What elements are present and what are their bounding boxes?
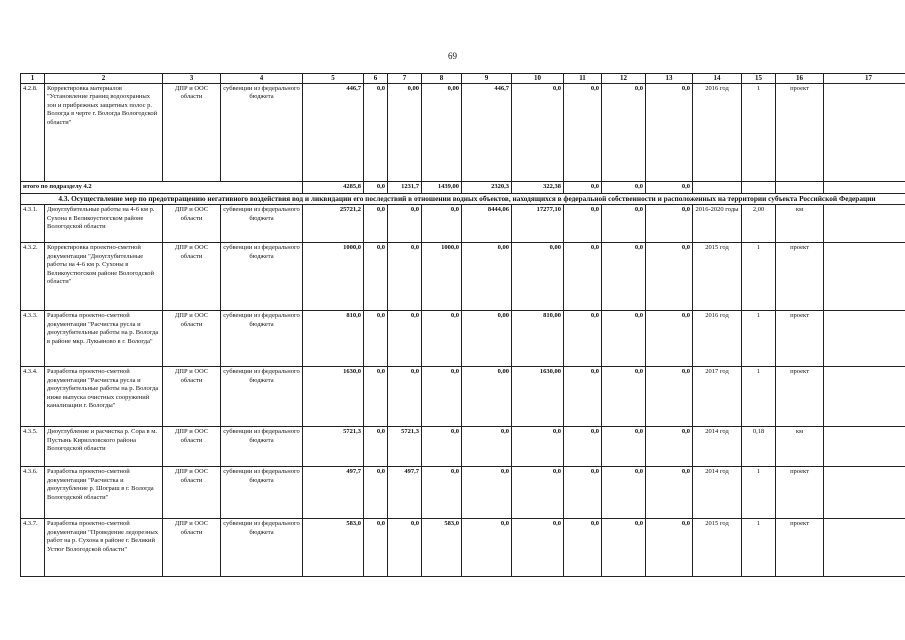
row-value: 0,00 bbox=[422, 83, 462, 181]
row-value: 8444,06 bbox=[462, 205, 512, 243]
row-value: 0,0 bbox=[564, 243, 602, 311]
row-value: 0,0 bbox=[462, 427, 512, 467]
row-funding-source: субвенции из федерального бюджета bbox=[221, 243, 303, 311]
row-value: 0,0 bbox=[646, 311, 693, 367]
column-header: 14 bbox=[693, 74, 742, 84]
row-value: 1000,0 bbox=[422, 243, 462, 311]
row-quantity: 1 bbox=[742, 467, 776, 519]
row-value: 0,00 bbox=[388, 83, 422, 181]
row-value-total: 446,7 bbox=[303, 83, 364, 181]
column-header: 4 bbox=[221, 74, 303, 84]
row-executor: ДПР и ООС области bbox=[163, 311, 221, 367]
section-title: 4.3. Осуществление мер по предотвращению негативного воздействия вод и ликвидации его последствий в отношении водных объектов, находящихся в федеральной собственности и расположенных на территории субъекта Российской Федерации bbox=[21, 193, 905, 205]
row-period: 2015 год bbox=[693, 519, 742, 577]
row-funding-source: субвенции из федерального бюджета bbox=[221, 367, 303, 427]
column-header: 12 bbox=[602, 74, 646, 84]
row-quantity: 2,00 bbox=[742, 205, 776, 243]
row-value: 0,0 bbox=[646, 83, 693, 181]
row-value: 0,0 bbox=[602, 205, 646, 243]
column-header: 2 bbox=[45, 74, 163, 84]
subtotal-label: итого по подразделу 4.2 bbox=[21, 181, 303, 193]
row-executor: ДПР и ООС области bbox=[163, 367, 221, 427]
row-value: 0,0 bbox=[564, 83, 602, 181]
row-value: 0,0 bbox=[646, 427, 693, 467]
row-value: 0,0 bbox=[364, 83, 388, 181]
row-value-total: 25721,2 bbox=[303, 205, 364, 243]
subtotal-row-4-2 bbox=[21, 181, 905, 193]
row-value: 0,0 bbox=[646, 367, 693, 427]
subtotal-value: 322,38 bbox=[512, 181, 564, 193]
row-value: 0,0 bbox=[512, 467, 564, 519]
row-quantity: 0,18 bbox=[742, 427, 776, 467]
column-header: 8 bbox=[422, 74, 462, 84]
row-value: 0,00 bbox=[462, 311, 512, 367]
subtotal-value: 1231,7 bbox=[388, 181, 422, 193]
row-value: 0,0 bbox=[364, 243, 388, 311]
row-value: 0,0 bbox=[512, 519, 564, 577]
subtotal-value: 1439,00 bbox=[422, 181, 462, 193]
row-code: 4.3.6. bbox=[21, 467, 45, 519]
row-funding-source: субвенции из федерального бюджета bbox=[221, 519, 303, 577]
row-executor: ДПР и ООС области bbox=[163, 467, 221, 519]
row-value: 0,0 bbox=[388, 311, 422, 367]
column-header: 16 bbox=[776, 74, 824, 84]
row-value: 0,0 bbox=[564, 367, 602, 427]
row-executor: ДПР и ООС области bbox=[163, 243, 221, 311]
row-quantity: 1 bbox=[742, 83, 776, 181]
row-value-total: 810,0 bbox=[303, 311, 364, 367]
row-code: 4.3.1. bbox=[21, 205, 45, 243]
row-period: 2016-2020 годы bbox=[693, 205, 742, 243]
row-value: 810,00 bbox=[512, 311, 564, 367]
row-quantity: 1 bbox=[742, 367, 776, 427]
row-value: 0,0 bbox=[422, 311, 462, 367]
row-description: Дноуглубительные работы на 4-6 км р. Сухона в Великоустюгском районе Вологодской области bbox=[45, 205, 163, 243]
row-value: 0,0 bbox=[602, 427, 646, 467]
row-value: 0,0 bbox=[364, 367, 388, 427]
row-value-total: 1000,0 bbox=[303, 243, 364, 311]
row-description: Разработка проектно-сметной документации "Проведение ледорезных работ на р. Сухона в районе г. Великий Устюг Вологодской области" bbox=[45, 519, 163, 577]
subtotal-value: 4285,8 bbox=[303, 181, 364, 193]
row-code: 4.3.5. bbox=[21, 427, 45, 467]
row-value: 0,0 bbox=[602, 83, 646, 181]
row-funding-source: субвенции из федерального бюджета bbox=[221, 205, 303, 243]
row-code: 4.3.7. bbox=[21, 519, 45, 577]
row-value: 0,0 bbox=[364, 519, 388, 577]
row-value: 0,0 bbox=[462, 467, 512, 519]
column-header: 17 bbox=[824, 74, 905, 84]
row-value: 0,00 bbox=[462, 367, 512, 427]
row-value: 583,0 bbox=[422, 519, 462, 577]
row-description: Дноуглубление и расчистка р. Сора в м. Пустынь Кирилловского района Вологодской области bbox=[45, 427, 163, 467]
row-description: Корректировка материалов "Установление границ водоохранных зон и прибрежных защитных полос р. Вологда в черте г. Вологда Вологодской области" bbox=[45, 83, 163, 181]
row-unit: проект bbox=[776, 243, 824, 311]
row-value: 0,0 bbox=[364, 311, 388, 367]
column-header: 11 bbox=[564, 74, 602, 84]
row-note bbox=[824, 311, 905, 367]
row-executor: ДПР и ООС области bbox=[163, 519, 221, 577]
row-description: Разработка проектно-сметной документации "Расчистка русла и дноуглубительные работы на р. Вологда в районе мкр. Лукьяново в г. Вологда" bbox=[45, 311, 163, 367]
row-unit: проект bbox=[776, 467, 824, 519]
column-header: 6 bbox=[364, 74, 388, 84]
row-value: 0,0 bbox=[422, 205, 462, 243]
row-period: 2016 год bbox=[693, 311, 742, 367]
column-header: 7 bbox=[388, 74, 422, 84]
row-value: 446,7 bbox=[462, 83, 512, 181]
row-quantity: 1 bbox=[742, 243, 776, 311]
row-value: 0,0 bbox=[388, 367, 422, 427]
row-funding-source: субвенции из федерального бюджета bbox=[221, 311, 303, 367]
row-funding-source: субвенции из федерального бюджета bbox=[221, 467, 303, 519]
row-quantity: 1 bbox=[742, 519, 776, 577]
column-header: 5 bbox=[303, 74, 364, 84]
row-note bbox=[824, 467, 905, 519]
row-note bbox=[824, 367, 905, 427]
row-value: 0,00 bbox=[512, 243, 564, 311]
row-unit: км bbox=[776, 205, 824, 243]
row-executor: ДПР и ООС области bbox=[163, 427, 221, 467]
row-note bbox=[824, 205, 905, 243]
row-value: 0,0 bbox=[602, 367, 646, 427]
row-description: Разработка проектно-сметной документации "Расчистка русла и дноуглубительные работы на р. Вологда ниже выпуска очистных сооружений канализации г. Вологды" bbox=[45, 367, 163, 427]
row-value: 0,0 bbox=[646, 519, 693, 577]
row-value: 0,0 bbox=[512, 83, 564, 181]
row-value-total: 1630,0 bbox=[303, 367, 364, 427]
row-value: 0,0 bbox=[646, 205, 693, 243]
row-value: 0,0 bbox=[564, 311, 602, 367]
column-header: 10 bbox=[512, 74, 564, 84]
row-value: 0,0 bbox=[422, 467, 462, 519]
table-row-4-3-1 bbox=[21, 205, 905, 243]
program-table bbox=[20, 73, 905, 577]
row-value: 497,7 bbox=[388, 467, 422, 519]
row-value: 1630,00 bbox=[512, 367, 564, 427]
subtotal-value: 0,0 bbox=[564, 181, 602, 193]
row-period: 2017 год bbox=[693, 367, 742, 427]
row-value: 0,0 bbox=[388, 519, 422, 577]
subtotal-value: 0,0 bbox=[364, 181, 388, 193]
page-number: 69 bbox=[448, 51, 457, 61]
row-value: 0,0 bbox=[422, 427, 462, 467]
row-value: 0,0 bbox=[646, 243, 693, 311]
row-value: 0,0 bbox=[364, 467, 388, 519]
row-value: 0,0 bbox=[512, 427, 564, 467]
row-note bbox=[824, 83, 905, 181]
table-row-4-3-3 bbox=[21, 311, 905, 367]
row-description: Разработка проектно-сметной документации "Расчистка и дноуглубление р. Шограш в г. Вологда Вологодской области" bbox=[45, 467, 163, 519]
row-unit: проект bbox=[776, 83, 824, 181]
table-row-4-3-6 bbox=[21, 467, 905, 519]
row-value: 0,0 bbox=[462, 519, 512, 577]
row-value-total: 5721,3 bbox=[303, 427, 364, 467]
row-quantity: 1 bbox=[742, 311, 776, 367]
column-header: 1 bbox=[21, 74, 45, 84]
row-value: 0,0 bbox=[602, 243, 646, 311]
row-period: 2015 год bbox=[693, 243, 742, 311]
row-code: 4.2.8. bbox=[21, 83, 45, 181]
row-code: 4.3.3. bbox=[21, 311, 45, 367]
row-value: 0,0 bbox=[388, 243, 422, 311]
row-note bbox=[824, 243, 905, 311]
column-header: 13 bbox=[646, 74, 693, 84]
row-value-total: 583,0 bbox=[303, 519, 364, 577]
row-funding-source: субвенции из федерального бюджета bbox=[221, 427, 303, 467]
row-period: 2016 год bbox=[693, 83, 742, 181]
row-value: 0,00 bbox=[462, 243, 512, 311]
row-description: Корректировка проектно-сметной документации "Дноуглубительные работы на 4-6 км р. Сухоны в Великоустюгском районе Вологодской области" bbox=[45, 243, 163, 311]
column-header: 15 bbox=[742, 74, 776, 84]
row-value-total: 497,7 bbox=[303, 467, 364, 519]
row-executor: ДПР и ООС области bbox=[163, 205, 221, 243]
subtotal-value: 2320,3 bbox=[462, 181, 512, 193]
subtotal-value: 0,0 bbox=[646, 181, 693, 193]
row-unit: км bbox=[776, 427, 824, 467]
row-value: 0,0 bbox=[564, 519, 602, 577]
row-value: 5721,3 bbox=[388, 427, 422, 467]
column-number-row bbox=[21, 74, 905, 84]
row-value: 0,0 bbox=[646, 467, 693, 519]
row-funding-source: субвенции из федерального бюджета bbox=[221, 83, 303, 181]
row-value: 17277,10 bbox=[512, 205, 564, 243]
section-heading-row bbox=[21, 193, 905, 205]
row-period: 2014 год bbox=[693, 467, 742, 519]
table-row-4-3-7 bbox=[21, 519, 905, 577]
row-value: 0,0 bbox=[564, 467, 602, 519]
row-value: 0,0 bbox=[564, 205, 602, 243]
row-value: 0,0 bbox=[422, 367, 462, 427]
row-value: 0,0 bbox=[602, 519, 646, 577]
table-row-4-3-5 bbox=[21, 427, 905, 467]
row-note bbox=[824, 427, 905, 467]
column-header: 9 bbox=[462, 74, 512, 84]
column-header: 3 bbox=[163, 74, 221, 84]
row-value: 0,0 bbox=[564, 427, 602, 467]
row-period: 2014 год bbox=[693, 427, 742, 467]
subtotal-value: 0,0 bbox=[602, 181, 646, 193]
row-value: 0,0 bbox=[602, 467, 646, 519]
row-executor: ДПР и ООС области bbox=[163, 83, 221, 181]
row-code: 4.3.4. bbox=[21, 367, 45, 427]
row-value: 0,0 bbox=[364, 205, 388, 243]
row-value: 0,0 bbox=[364, 427, 388, 467]
row-code: 4.3.2. bbox=[21, 243, 45, 311]
row-value: 0,0 bbox=[602, 311, 646, 367]
table-row-4-2-8 bbox=[21, 83, 905, 181]
row-unit: проект bbox=[776, 367, 824, 427]
row-note bbox=[824, 519, 905, 577]
row-unit: проект bbox=[776, 311, 824, 367]
table-row-4-3-2 bbox=[21, 243, 905, 311]
table-row-4-3-4 bbox=[21, 367, 905, 427]
row-unit: проект bbox=[776, 519, 824, 577]
row-value: 0,0 bbox=[388, 205, 422, 243]
